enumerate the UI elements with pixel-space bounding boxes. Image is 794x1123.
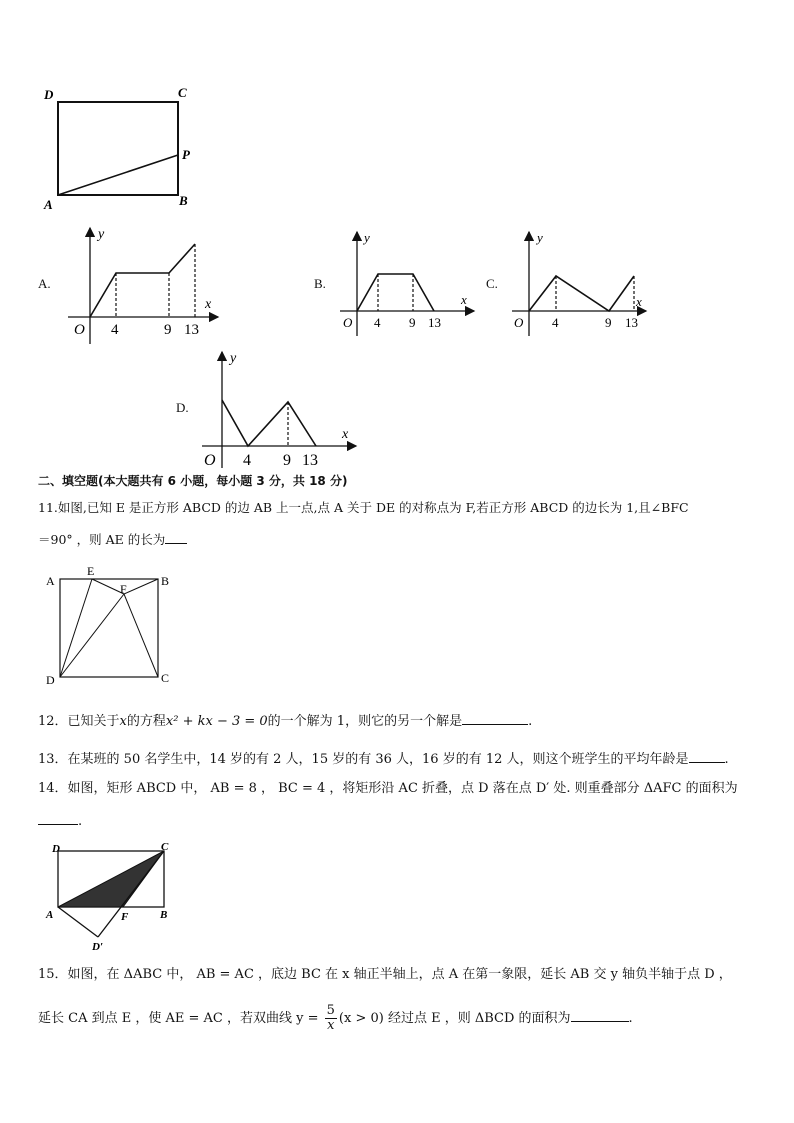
label-a: A <box>44 197 53 212</box>
choice-b-curve <box>357 274 434 311</box>
q12-var: x <box>119 714 127 729</box>
q12-equation: x² + kx − 3 = 0 <box>165 714 268 729</box>
choice-a-curve <box>90 244 195 317</box>
choice-c-x-label: x <box>636 294 642 309</box>
q14-label-f: F <box>121 911 129 923</box>
q14-line1: 14．如图，矩形 ABCD 中， AB = 8 ， BC = 4 ，将矩形沿 AC 折叠，点 D 落在点 D′ 处. 则重叠部分 ΔAFC 的面积为 <box>38 781 738 796</box>
choice-b-x-label: x <box>461 292 467 307</box>
q15-frac-den: x <box>327 1018 335 1033</box>
q12-suffix: 的一个解为 1，则它的另一个解是 <box>267 714 463 729</box>
choice-c-letter: C. <box>486 276 498 291</box>
choice-d-tick-4: 4 <box>243 452 251 469</box>
q15-end: . <box>628 1011 633 1026</box>
choice-a-tick-4: 4 <box>111 322 119 338</box>
q15-answer-blank[interactable] <box>571 1009 629 1022</box>
q14-label-c: C <box>161 841 169 853</box>
q15-line2 <box>38 1004 633 1033</box>
q12-line <box>38 712 532 731</box>
square-outline <box>58 102 178 195</box>
q15-line1: 15．如图，在 ΔABC 中， AB = AC ，底边 BC 在 x 轴正半轴上，点 A 在第一象限，延长 AB 交 y 轴负半轴于点 D ， <box>38 967 732 982</box>
q11-label-d: D <box>46 673 55 687</box>
choice-c-graph <box>508 226 650 338</box>
label-c: C <box>178 85 187 100</box>
choice-a-letter: A. <box>38 276 51 291</box>
q14-end: . <box>78 814 83 829</box>
choice-b-graph <box>336 226 478 338</box>
choice-a-tick-9: 9 <box>164 322 172 338</box>
q11-label-a: A <box>46 574 55 588</box>
segment-ap <box>58 155 178 195</box>
q13-line <box>38 750 729 769</box>
choice-d-y-label: y <box>230 351 237 366</box>
label-p: P <box>182 147 190 162</box>
choice-a-graph <box>60 222 222 348</box>
q11-label-c: C <box>161 671 170 685</box>
label-b: B <box>179 193 188 208</box>
choice-c-curve <box>529 276 634 311</box>
choice-d-x-label: x <box>342 427 349 442</box>
choice-a-tick-13: 13 <box>184 322 199 338</box>
label-d: D <box>44 87 54 102</box>
q15-text-a: 延长 CA 到点 E ，使 AE = AC ，若双曲线 y = <box>38 1011 319 1026</box>
choice-d-tick-13: 13 <box>302 452 318 469</box>
q12-prefix: 12．已知关于 <box>38 714 120 729</box>
q14-label-a: A <box>46 909 54 921</box>
choice-d-curve <box>222 400 316 446</box>
square-abcd-figure <box>40 82 200 212</box>
q11-figure <box>40 566 180 690</box>
q11-line2 <box>38 531 187 549</box>
q13-answer-blank[interactable] <box>689 750 725 763</box>
q11-line1: 11.如图,已知 E 是正方形 ABCD 的边 AB 上一点,点 A 关于 DE 的对称点为 F,若正方形 ABCD 的边长为 1,且∠BFC <box>38 500 689 515</box>
q15-fraction <box>325 1004 337 1033</box>
q15-text-b: (x > 0) 经过点 E ，则 ΔBCD 的面积为 <box>338 1011 571 1026</box>
q14-label-d: D <box>52 843 60 855</box>
choice-b-tick-13: 13 <box>428 315 441 330</box>
choice-c-y-label: y <box>537 230 543 245</box>
choice-a-origin: O <box>74 322 85 338</box>
choice-d-letter: D. <box>176 400 189 415</box>
q14-answer-blank[interactable] <box>38 812 78 825</box>
choice-b-y-label: y <box>364 230 370 245</box>
choice-a-y-label: y <box>98 227 105 242</box>
q14-figure <box>40 838 180 954</box>
q11-text: ＝90° ，则 AE 的长为 <box>38 532 166 547</box>
choice-b-tick-4: 4 <box>374 315 381 330</box>
choice-c-origin: O <box>514 315 524 330</box>
choice-b-tick-9: 9 <box>409 315 416 330</box>
choice-a-x-label: x <box>205 297 212 312</box>
q11-label-e: E <box>87 566 95 578</box>
q13-end: . <box>724 752 729 767</box>
q11-label-b: B <box>161 574 170 588</box>
choice-c-tick-13: 13 <box>625 315 638 330</box>
choice-b-letter: B. <box>314 276 326 291</box>
q12-mid: 的方程 <box>126 714 166 729</box>
q14-label-b: B <box>160 909 168 921</box>
q11-label-f: F <box>120 582 127 596</box>
choice-d-origin: O <box>204 452 216 469</box>
choice-c-tick-9: 9 <box>605 315 612 330</box>
q12-answer-blank[interactable] <box>462 712 528 725</box>
q11-answer-blank[interactable] <box>165 531 187 544</box>
section-heading: 二、填空题(本大题共有 6 小题，每小题 3 分，共 18 分) <box>38 474 348 488</box>
q14-line2 <box>38 812 82 831</box>
q14-label-d-prime: D′ <box>92 941 104 953</box>
choice-d-graph <box>198 346 360 470</box>
q13-text: 13．在某班的 50 名学生中，14 岁的有 2 人，15 岁的有 36 人，16 岁的有 12 人，则这个班学生的平均年龄是 <box>38 752 689 767</box>
q12-end: . <box>528 714 533 729</box>
choice-c-tick-4: 4 <box>552 315 559 330</box>
q15-frac-num: 5 <box>326 1003 335 1018</box>
choice-b-origin: O <box>343 315 353 330</box>
choice-d-tick-9: 9 <box>283 452 291 469</box>
